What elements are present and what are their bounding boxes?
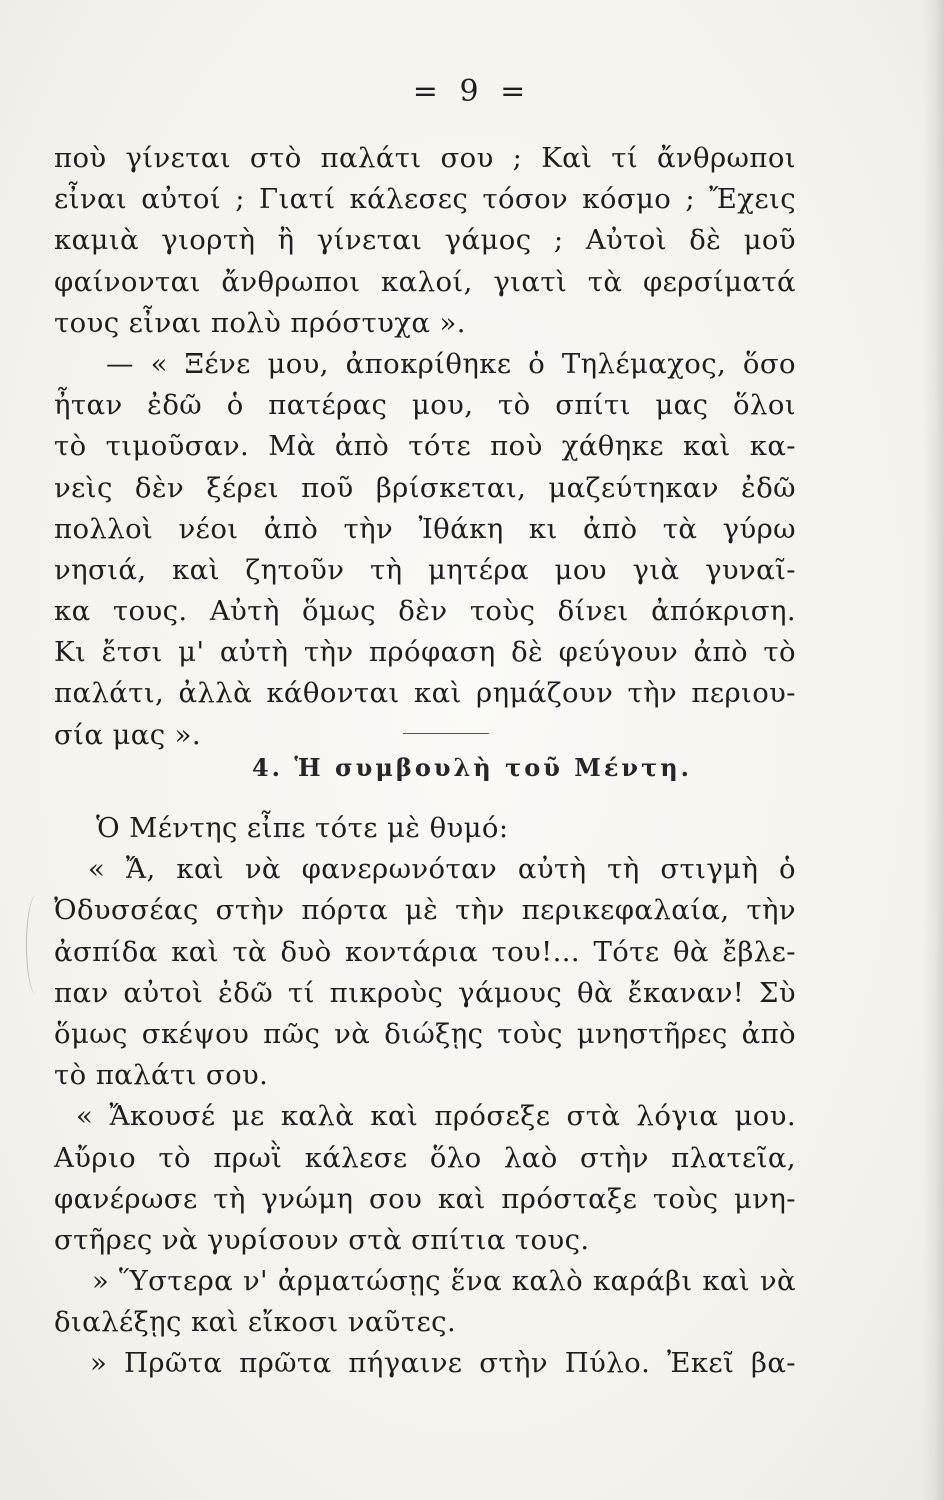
text-line: νησιά, καὶ ζητοῦν τὴ μητέρα μου γιὰ γυναῖ- xyxy=(54,553,796,586)
margin-pencil-mark xyxy=(26,895,47,995)
text-block-bottom xyxy=(54,808,796,1385)
text-line: » Ὕστερα ν' ἀρματώσῃς ἕνα καλὸ καράβι καὶ νὰ xyxy=(92,1265,796,1298)
text-line: ἦταν ἐδῶ ὁ πατέρας μου, τὸ σπίτι μας ὅλοι xyxy=(54,389,796,422)
text-line: τους εἶναι πολὺ πρόστυχα ». xyxy=(54,306,466,339)
text-line: παλάτι, ἀλλὰ κάθονται καὶ ρημάζουν τὴν περιου- xyxy=(54,677,796,710)
text-line: ἀσπίδα καὶ τὰ δυὸ κοντάρια του!... Τότε θὰ ἔβλε- xyxy=(54,935,796,968)
text-line: — « Ξένε μου, ἀποκρίθηκε ὁ Τηλέμαχος, ὅσο xyxy=(106,347,796,380)
section-heading: 4. Ἡ συμβουλὴ τοῦ Μέντη. xyxy=(251,753,693,782)
text-line: εἶναι αὐτοί ; Γιατί κάλεσες τόσον κόσμο ; Ἔχεις xyxy=(54,183,796,216)
text-line: φανέρωσε τὴ γνώμη σου καὶ πρόσταξε τοὺς μνη- xyxy=(54,1182,796,1215)
text-line: τὸ παλάτι σου. xyxy=(54,1059,269,1092)
text-line: διαλέξῃς καὶ εἴκοσι ναῦτες. xyxy=(54,1306,457,1339)
text-line: « Ἄκουσέ με καλὰ καὶ πρόσεξε στὰ λόγια μου. xyxy=(76,1100,796,1133)
section-divider xyxy=(403,733,489,734)
text-line: κα τους. Αὐτὴ ὅμως δὲν τοὺς δίνει ἀπόκριση. xyxy=(54,595,796,628)
text-line: Αὔριο τὸ πρωῒ κάλεσε ὅλο λαὸ στὴν πλατεῖα, xyxy=(54,1141,796,1174)
page-edge-shadow xyxy=(922,0,944,1500)
text-line: πολλοὶ νέοι ἀπὸ τὴν Ἰθάκη κι ἀπὸ τὰ γύρω xyxy=(54,512,796,545)
text-line: σία μας ». xyxy=(54,718,202,751)
text-line: καμιὰ γιορτὴ ἢ γίνεται γάμος ; Αὐτοὶ δὲ μοῦ xyxy=(54,224,796,257)
text-line: Κι ἔτσι μ' αὐτὴ τὴν πρόφαση δὲ φεύγουν ἀπὸ τὸ xyxy=(54,636,796,669)
text-line: » Πρῶτα πρῶτα πήγαινε στὴν Πύλο. Ἐκεῖ βα- xyxy=(90,1347,796,1380)
text-line: ὅμως σκέψου πῶς νὰ διώξῃς τοὺς μνηστῆρες ἀπὸ xyxy=(54,1017,796,1050)
text-line: στῆρες νὰ γυρίσουν στὰ σπίτια τους. xyxy=(54,1223,590,1256)
text-line: νεὶς δὲν ξέρει ποῦ βρίσκεται, μαζεύτηκαν ἐδῶ xyxy=(54,471,796,504)
text-block-top xyxy=(54,138,796,756)
text-line: Ὀδυσσέας στὴν πόρτα μὲ τὴν περικεφαλαία, τὴν xyxy=(54,894,796,927)
text-line: ποὺ γίνεται στὸ παλάτι σου ; Καὶ τί ἄνθρωποι xyxy=(54,142,796,174)
text-line: Ὁ Μέντης εἶπε τότε μὲ θυμό: xyxy=(96,812,509,844)
text-line: φαίνονται ἄνθρωποι καλοί, γιατὶ τὰ φερσίματά xyxy=(54,265,796,298)
text-line: « Ἄ, καὶ νὰ φανερωνόταν αὐτὴ τὴ στιγμὴ ὁ xyxy=(88,853,796,886)
page-number: = 9 = xyxy=(412,74,532,109)
text-line: παν αὐτοὶ ἐδῶ τί πικροὺς γάμους θὰ ἔκαναν! Σὺ xyxy=(54,976,796,1009)
text-line: τὸ τιμοῦσαν. Μὰ ἀπὸ τότε ποὺ χάθηκε καὶ κα- xyxy=(54,430,796,463)
